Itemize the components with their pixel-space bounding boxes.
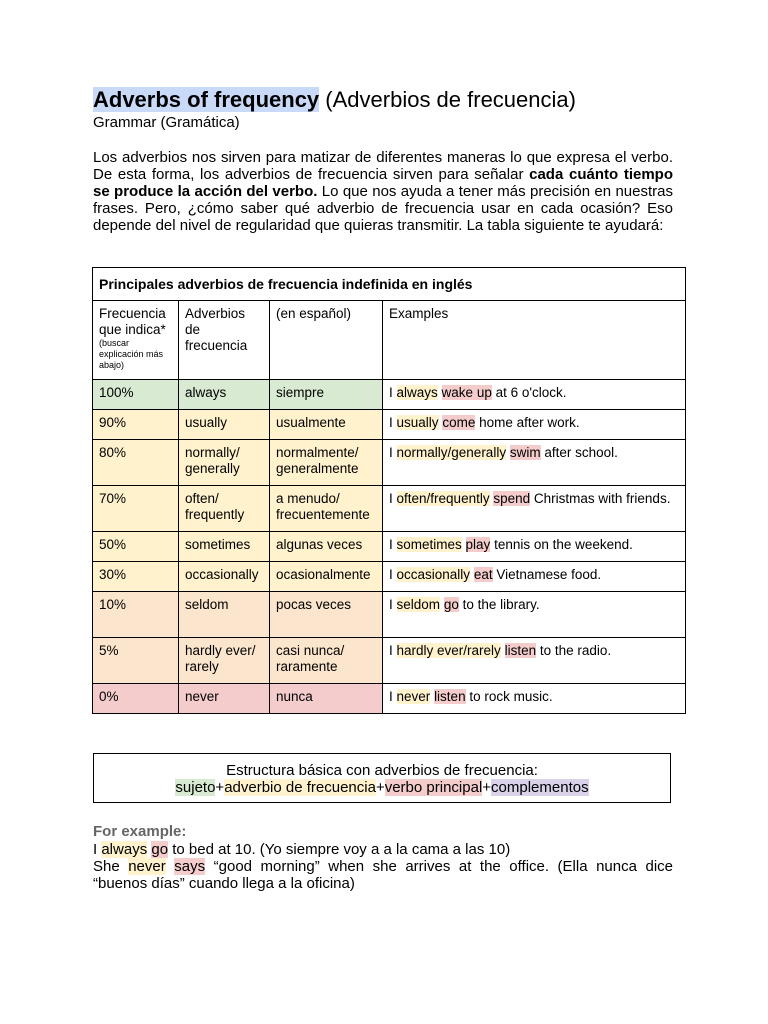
cell-adverb: sometimes bbox=[179, 532, 270, 562]
table-header-row bbox=[93, 301, 686, 380]
cell-spanish: usualmente bbox=[270, 410, 383, 440]
example-verb: come bbox=[442, 415, 476, 430]
example-post: tennis on the weekend. bbox=[490, 537, 633, 552]
cell-frequency: 5% bbox=[93, 638, 179, 684]
frequency-table bbox=[92, 267, 686, 714]
table-row bbox=[93, 486, 686, 532]
cell-example bbox=[383, 486, 686, 532]
cell-example bbox=[383, 684, 686, 714]
example-adv: seldom bbox=[396, 597, 441, 612]
title-rest: (Adverbios de frecuencia) bbox=[319, 87, 576, 112]
example-pre: I bbox=[389, 445, 397, 460]
table-row bbox=[93, 440, 686, 486]
example-pre: I bbox=[389, 643, 397, 658]
example-post: at 6 o'clock. bbox=[491, 385, 567, 400]
header-spanish: (en español) bbox=[270, 301, 383, 380]
structure-complementos: complementos bbox=[491, 779, 589, 796]
cell-frequency: 90% bbox=[93, 410, 179, 440]
table-row bbox=[93, 410, 686, 440]
cell-frequency: 50% bbox=[93, 532, 179, 562]
example-pre: I bbox=[389, 567, 397, 582]
example-verb: spend bbox=[493, 491, 531, 506]
table-row bbox=[93, 380, 686, 410]
example-2-adverb: never bbox=[128, 858, 166, 875]
example-1-adverb: always bbox=[101, 841, 148, 858]
example-1-post: to bed at 10. (Yo siempre voy a a la cama a las 10) bbox=[168, 841, 511, 858]
cell-frequency: 100% bbox=[93, 380, 179, 410]
example-2-space bbox=[166, 858, 175, 875]
cell-adverb: usually bbox=[179, 410, 270, 440]
cell-adverb: always bbox=[179, 380, 270, 410]
example-2-post: “good morning” when she arrives at the office. (Ella nunca dice “buenos días” cuando llega a la oficina) bbox=[93, 858, 674, 892]
example-mid bbox=[438, 385, 442, 400]
example-adv: never bbox=[396, 689, 431, 704]
example-verb: swim bbox=[509, 445, 541, 460]
examples-label: For example: bbox=[93, 823, 187, 840]
example-adv: sometimes bbox=[396, 537, 462, 552]
example-1-verb: go bbox=[151, 841, 169, 858]
cell-spanish: ocasionalmente bbox=[270, 562, 383, 592]
example-verb: listen bbox=[434, 689, 466, 704]
example-adv: usually bbox=[396, 415, 439, 430]
cell-spanish: siempre bbox=[270, 380, 383, 410]
examples-text bbox=[93, 841, 673, 892]
example-post: to rock music. bbox=[465, 689, 553, 704]
cell-adverb: often/ frequently bbox=[179, 486, 270, 532]
table-row bbox=[93, 532, 686, 562]
cell-adverb: hardly ever/ rarely bbox=[179, 638, 270, 684]
cell-adverb: seldom bbox=[179, 592, 270, 638]
cell-example bbox=[383, 592, 686, 638]
example-pre: I bbox=[389, 689, 397, 704]
example-post: Vietnamese food. bbox=[492, 567, 602, 582]
cell-spanish: nunca bbox=[270, 684, 383, 714]
structure-adverbio: adverbio de frecuencia bbox=[224, 779, 376, 796]
example-adv: occasionally bbox=[396, 567, 471, 582]
example-pre: I bbox=[389, 491, 397, 506]
page-subtitle: Grammar (Gramática) bbox=[93, 114, 240, 131]
structure-title: Estructura básica con adverbios de frecuencia: bbox=[226, 762, 538, 779]
table-row bbox=[93, 638, 686, 684]
cell-example bbox=[383, 410, 686, 440]
cell-adverb: normally/ generally bbox=[179, 440, 270, 486]
cell-frequency: 0% bbox=[93, 684, 179, 714]
cell-example bbox=[383, 532, 686, 562]
example-verb: wake up bbox=[441, 385, 492, 400]
example-pre: I bbox=[389, 385, 397, 400]
example-verb: eat bbox=[473, 567, 493, 582]
structure-plus-2: + bbox=[375, 779, 385, 796]
example-post: after school. bbox=[540, 445, 618, 460]
structure-box bbox=[93, 753, 671, 803]
example-post: to the library. bbox=[458, 597, 540, 612]
structure-sujeto: sujeto bbox=[175, 779, 216, 796]
header-examples: Examples bbox=[383, 301, 686, 380]
intro-paragraph bbox=[93, 149, 673, 234]
example-1-pre: I bbox=[93, 841, 102, 858]
header-frequency bbox=[93, 301, 179, 380]
header-frequency-note: (buscar explicación más abajo) bbox=[99, 338, 164, 370]
cell-spanish: a menudo/ frecuentemente bbox=[270, 486, 383, 532]
cell-spanish: normalmente/ generalmente bbox=[270, 440, 383, 486]
example-pre: I bbox=[389, 537, 397, 552]
example-verb: listen bbox=[504, 643, 537, 658]
page-title bbox=[93, 86, 576, 114]
cell-example bbox=[383, 638, 686, 684]
example-post: home after work. bbox=[475, 415, 580, 430]
example-adv: often/frequently bbox=[396, 491, 490, 506]
intro-bold: cada cuánto tiempo se produce la acción del verbo. bbox=[93, 166, 673, 200]
header-frequency-label: Frecuencia que indica* bbox=[99, 306, 166, 337]
cell-spanish: casi nunca/ raramente bbox=[270, 638, 383, 684]
table-row bbox=[93, 562, 686, 592]
cell-spanish: pocas veces bbox=[270, 592, 383, 638]
example-2-verb: says bbox=[174, 858, 206, 875]
table-row bbox=[93, 684, 686, 714]
cell-frequency: 70% bbox=[93, 486, 179, 532]
cell-adverb: never bbox=[179, 684, 270, 714]
title-bold: Adverbs of frequency bbox=[93, 87, 320, 112]
structure-formula bbox=[94, 779, 670, 796]
cell-example bbox=[383, 440, 686, 486]
intro-part1: Los adverbios nos sirven para matizar de diferentes maneras lo que expresa el verbo. De esta forma, los adverbios de frecuencia sirven para señalar bbox=[93, 149, 673, 183]
structure-plus-1: + bbox=[215, 779, 225, 796]
example-pre: I bbox=[389, 597, 397, 612]
example-sentence-2 bbox=[93, 858, 673, 892]
example-post: Christmas with friends. bbox=[530, 491, 671, 506]
table-caption: Principales adverbios de frecuencia indefinida en inglés bbox=[93, 268, 686, 301]
header-adverb: Adverbios de frecuencia bbox=[179, 301, 270, 380]
example-verb: play bbox=[465, 537, 491, 552]
structure-plus-3: + bbox=[482, 779, 492, 796]
example-pre: I bbox=[389, 415, 397, 430]
cell-adverb: occasionally bbox=[179, 562, 270, 592]
example-adv: normally/generally bbox=[396, 445, 507, 460]
intro-part2: Lo que nos ayuda a tener más precisión en nuestras frases. Pero, ¿cómo saber qué adverbio de frecuencia usar en cada ocasión? Eso depende del nivel de regularidad que quieras transmitir. La tabla siguiente te ayudará: bbox=[93, 183, 673, 234]
cell-frequency: 80% bbox=[93, 440, 179, 486]
cell-example bbox=[383, 562, 686, 592]
cell-example bbox=[383, 380, 686, 410]
table-row bbox=[93, 592, 686, 638]
example-mid bbox=[462, 537, 466, 552]
cell-frequency: 30% bbox=[93, 562, 179, 592]
example-post: to the radio. bbox=[536, 643, 612, 658]
example-verb: go bbox=[443, 597, 459, 612]
example-2-pre: She bbox=[93, 858, 129, 875]
example-sentence-1 bbox=[93, 841, 673, 858]
example-adv: always bbox=[396, 385, 438, 400]
cell-frequency: 10% bbox=[93, 592, 179, 638]
example-mid bbox=[501, 643, 505, 658]
example-adv: hardly ever/rarely bbox=[396, 643, 501, 658]
structure-verbo: verbo principal bbox=[384, 779, 483, 796]
cell-spanish: algunas veces bbox=[270, 532, 383, 562]
